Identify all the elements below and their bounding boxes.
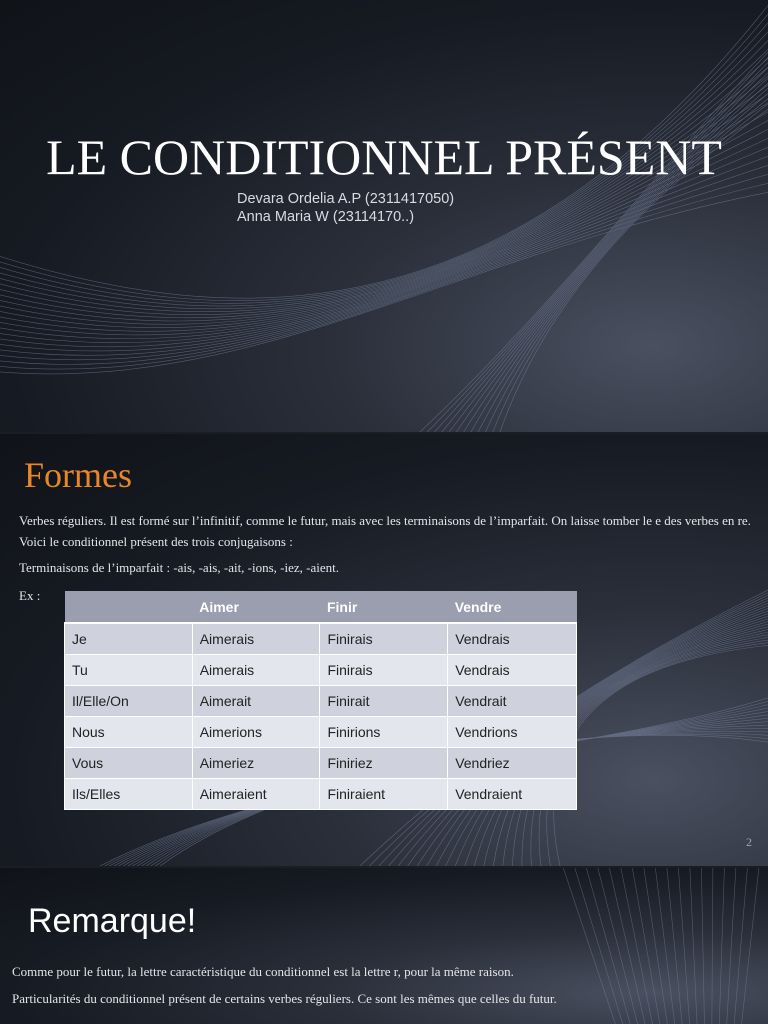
table-cell: Vendraient — [448, 778, 577, 809]
table-cell: Finirais — [320, 654, 448, 685]
header-cell: Aimer — [192, 591, 320, 623]
decorative-line — [456, 67, 768, 432]
table-cell: Aimeraient — [192, 778, 320, 809]
decorative-line — [689, 868, 697, 1024]
table-cell: Aimeriez — [192, 747, 320, 778]
table-cell: Vendrais — [448, 654, 577, 685]
table-row — [65, 685, 577, 716]
remarque-slide — [0, 868, 768, 1024]
table-cell: Finiraient — [320, 778, 448, 809]
table-cell: Aimerais — [192, 654, 320, 685]
decorative-line — [733, 868, 748, 1024]
paragraph-regular-verbs: Verbes réguliers. Il est formé sur l’infinitif, comme le futur, mais avec les terminaisons de l’imparfait. On laisse tomber le e des verbes en re. Voici le conditionnel présent des trois conjugaisons : — [19, 513, 751, 549]
decorative-line — [712, 868, 713, 1024]
conjugation-table — [64, 591, 577, 810]
decorative-line — [554, 644, 768, 866]
decorative-line — [619, 868, 655, 1024]
decorative-line — [0, 57, 768, 318]
paragraph-remark-1: Comme pour le futur, la lettre caractéristique du conditionnel est la lettre r, pour la même raison. — [12, 964, 514, 979]
example-label: Ex : — [19, 588, 41, 603]
decorative-line — [740, 868, 760, 1024]
table-cell: Finirait — [320, 685, 448, 716]
table-row — [65, 623, 577, 654]
formes-slide — [0, 434, 768, 866]
decorative-line — [701, 868, 705, 1024]
decorative-line — [719, 868, 725, 1024]
title-slide — [0, 0, 768, 432]
page-number: 2 — [746, 835, 752, 849]
decorative-line — [631, 868, 663, 1024]
decorative-line — [584, 868, 635, 1024]
paragraph-endings: Terminaisons de l’imparfait : -ais, -ais, -ait, -ions, -iez, -aient. — [19, 560, 340, 575]
table-cell: Vous — [65, 747, 193, 778]
decorative-line — [560, 868, 620, 1024]
table-row — [65, 716, 577, 747]
table-cell: Vendrais — [448, 623, 577, 654]
decorative-line — [420, 40, 768, 432]
table-cell: Aimerions — [192, 716, 320, 747]
author-2: Anna Maria W (23114170..) — [237, 209, 415, 225]
table-cell: Ils/Elles — [65, 778, 193, 809]
decorative-line — [654, 868, 676, 1024]
table-row — [65, 747, 577, 778]
table-cell: Finirais — [320, 623, 448, 654]
author-list — [237, 190, 454, 226]
header-cell — [65, 591, 193, 623]
header-cell: Vendre — [448, 591, 577, 623]
table-cell: Nous — [65, 716, 193, 747]
table-cell: Vendrions — [448, 716, 577, 747]
slide-heading: Formes — [24, 455, 132, 495]
decorative-line — [435, 51, 768, 432]
decorative-line — [666, 868, 684, 1024]
slide-title: LE CONDITIONNEL PRÉSENT — [46, 129, 722, 185]
slide-heading: Remarque! — [28, 902, 197, 940]
decorative-line — [572, 868, 627, 1024]
table-cell: Aimerait — [192, 685, 320, 716]
table-cell: Vendriez — [448, 747, 577, 778]
table-cell: Il/Elle/On — [65, 685, 193, 716]
decorative-line — [464, 73, 768, 432]
decorative-line — [607, 868, 648, 1024]
table-row — [65, 778, 577, 809]
table-cell: Finiriez — [320, 747, 448, 778]
table-row — [65, 654, 577, 685]
table-cell: Je — [65, 623, 193, 654]
decorative-line — [595, 868, 641, 1024]
author-1: Devara Ordelia A.P (2311417050) — [237, 191, 455, 207]
table-header-row — [65, 591, 577, 623]
table-cell: Vendrait — [448, 685, 577, 716]
header-cell: Finir — [320, 591, 448, 623]
paragraph-remark-2: Particularités du conditionnel présent de certains verbes réguliers. Ce sont les mêmes que celles du futur. — [12, 991, 557, 1006]
table-cell: Tu — [65, 654, 193, 685]
table-cell: Finirions — [320, 716, 448, 747]
decorative-line — [547, 641, 768, 866]
decorative-line — [726, 868, 737, 1024]
table-cell: Aimerais — [192, 623, 320, 654]
